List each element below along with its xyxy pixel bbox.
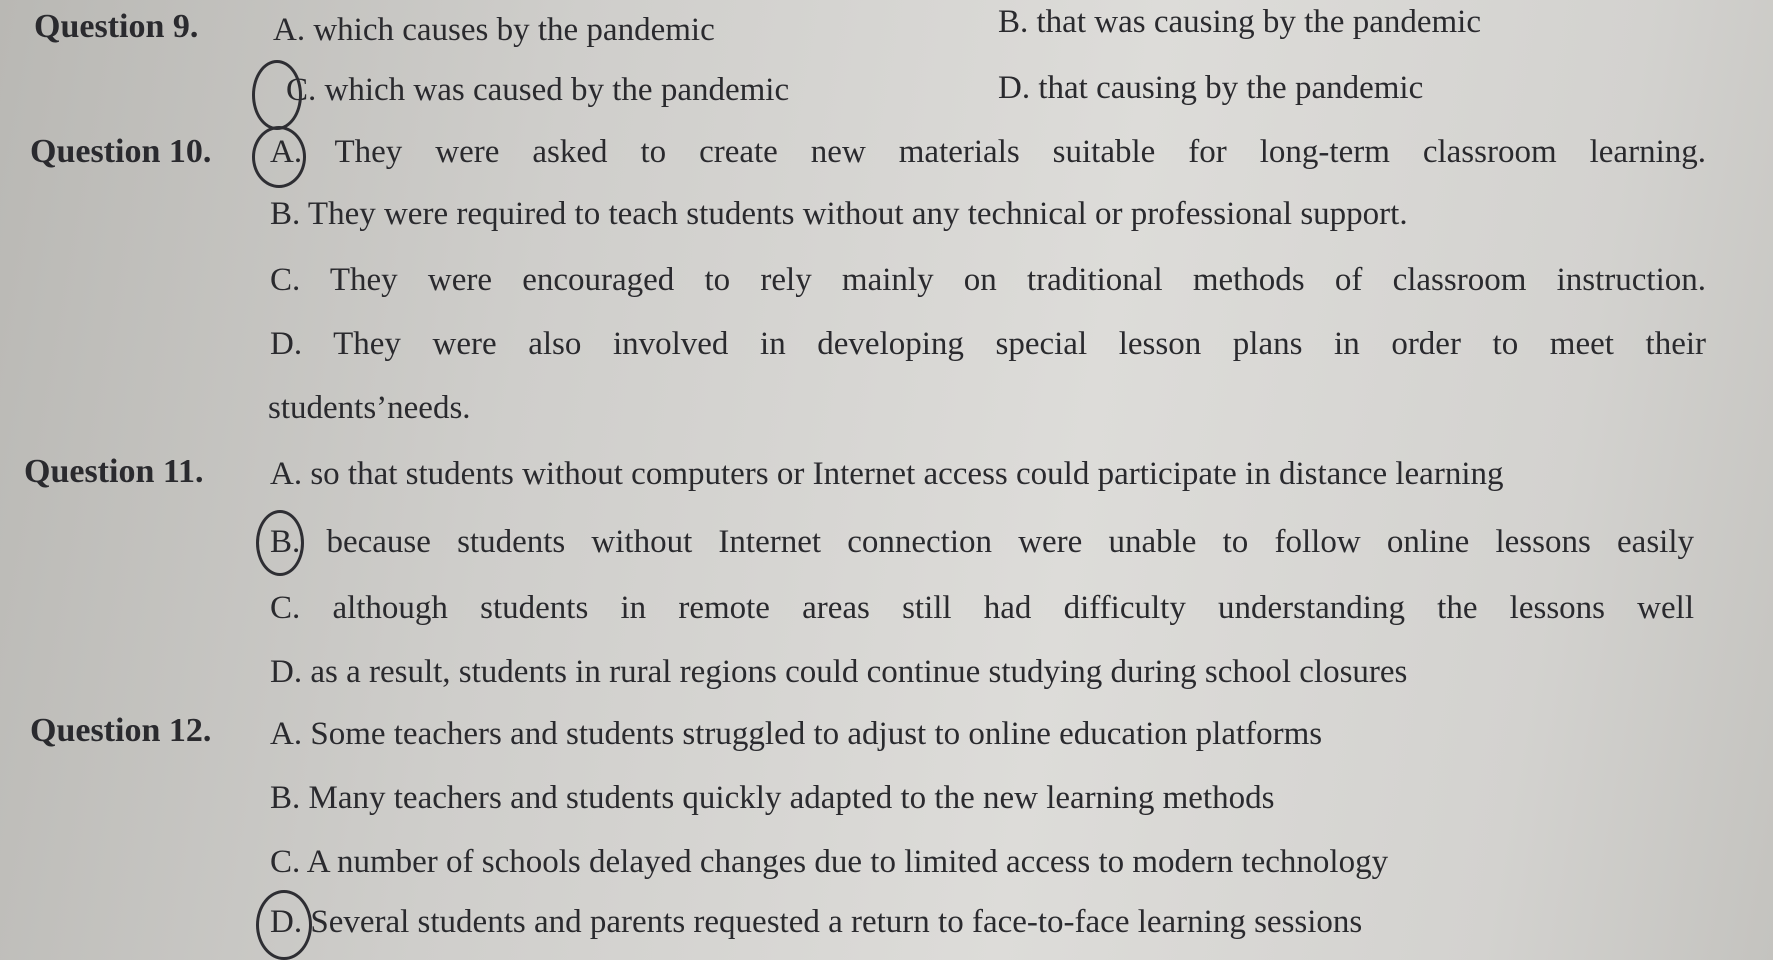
option-text: They were encouraged to rely mainly on traditional methods of classroom instruction. <box>300 262 1706 298</box>
option-text: which causes by the pandemic <box>305 12 715 48</box>
question-12-option-d <box>270 904 1362 941</box>
question-11-option-c <box>270 590 1694 627</box>
question-11-option-a <box>270 456 1503 493</box>
option-letter: C. <box>286 72 317 108</box>
option-letter: A. <box>270 716 303 752</box>
question-10-option-d-continuation: students’needs. <box>268 390 471 426</box>
option-text: which was caused by the pandemic <box>316 72 790 108</box>
question-11-label: Question 11. <box>24 453 204 490</box>
question-10-option-a <box>270 134 1706 171</box>
option-text: Several students and parents requested a return to face-to-face learning sessions <box>302 904 1363 940</box>
option-text: so that students without computers or Internet access could participate in distance learning <box>302 456 1504 492</box>
option-letter: D. <box>270 654 303 690</box>
option-text: Some teachers and students struggled to adjust to online education platforms <box>302 716 1323 752</box>
option-text: They were required to teach students without any technical or professional support. <box>300 196 1408 232</box>
question-9-option-c <box>286 72 789 109</box>
question-10-option-b <box>270 196 1408 233</box>
option-text: that was causing by the pandemic <box>1028 4 1481 40</box>
option-letter: A. <box>273 12 306 48</box>
option-text: as a result, students in rural regions could continue studying during school closures <box>302 654 1408 690</box>
option-letter: A. <box>270 456 303 492</box>
option-letter: B. <box>270 524 301 560</box>
option-letter: C. <box>270 262 301 298</box>
option-text: They were asked to create new materials suitable for long-term classroom learning. <box>302 134 1706 170</box>
question-12-option-a <box>270 716 1322 753</box>
option-letter: B. <box>270 196 301 232</box>
option-letter: B. <box>270 780 301 816</box>
question-9-option-a <box>273 12 715 49</box>
option-text: A number of schools delayed changes due to limited access to modern technology <box>300 844 1389 880</box>
question-12-option-b <box>270 780 1274 817</box>
option-letter: C. <box>270 844 301 880</box>
option-letter: D. <box>270 326 303 362</box>
option-text: although students in remote areas still had difficulty understanding the lessons well <box>300 590 1694 626</box>
question-11-option-d <box>270 654 1407 691</box>
option-text: that causing by the pandemic <box>1030 70 1424 106</box>
option-text: because students without Internet connection were unable to follow online lessons easily <box>300 524 1694 560</box>
question-9-option-b <box>998 4 1481 41</box>
question-10-option-d <box>270 326 1706 363</box>
question-10-label: Question 10. <box>30 133 212 170</box>
question-10-option-c <box>270 262 1706 299</box>
option-letter: C. <box>270 590 301 626</box>
option-letter: D. <box>998 70 1031 106</box>
option-letter: A. <box>270 134 303 170</box>
option-text: Many teachers and students quickly adapted to the new learning methods <box>300 780 1275 816</box>
question-12-label: Question 12. <box>30 712 212 749</box>
question-12-option-c <box>270 844 1388 881</box>
question-9-option-d <box>998 70 1423 107</box>
question-11-option-b <box>270 524 1694 561</box>
question-9-label: Question 9. <box>34 8 199 45</box>
option-letter: D. <box>270 904 303 940</box>
option-text: They were also involved in developing special lesson plans in order to meet their <box>302 326 1706 362</box>
option-letter: B. <box>998 4 1029 40</box>
